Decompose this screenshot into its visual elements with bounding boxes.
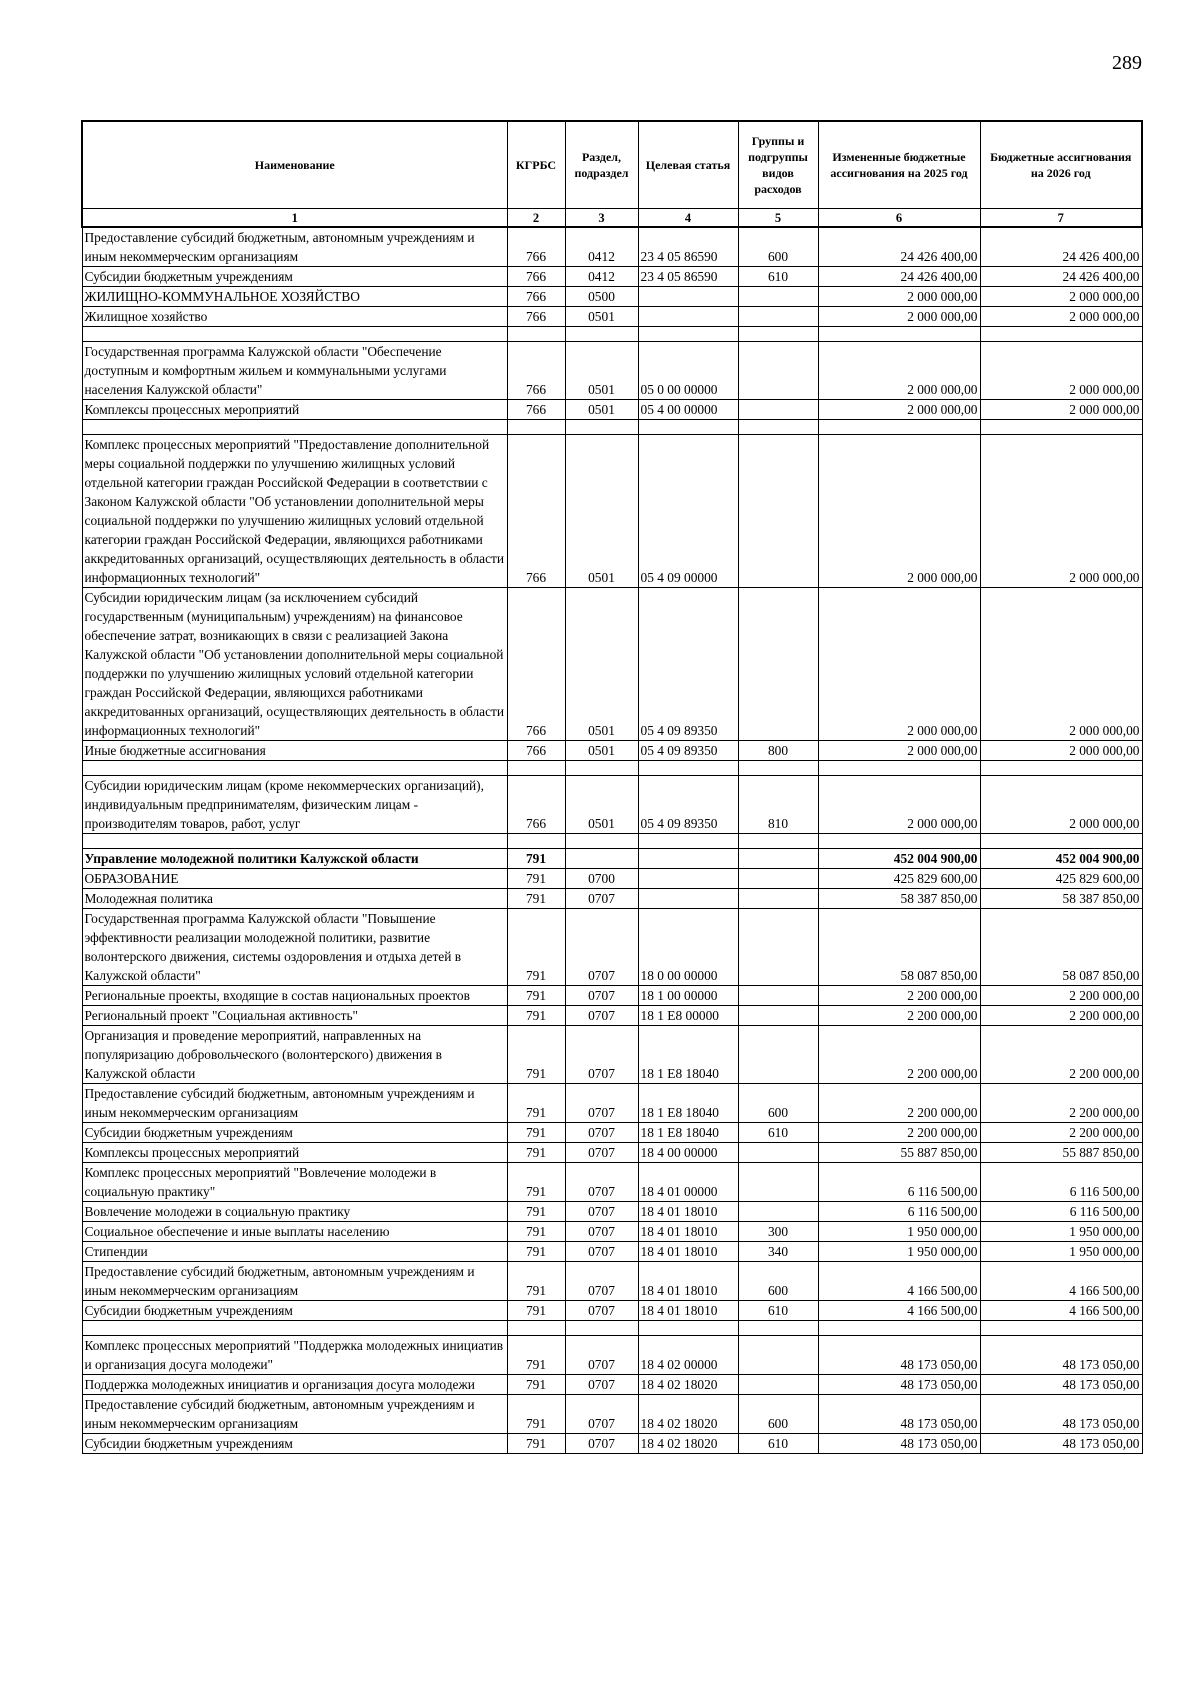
row-name: Комплекс процессных мероприятий "Предоставление дополнительной меры социальной поддержки по улучшению жилищных условий отдельной категории граждан Российской Федерации в соответствии с Законом Калужской области "Об установлении дополнительной меры социальной поддержки по улучшению жилищных условий отдельной категории граждан Российской Федерации, являющихся работниками аккредитованных организаций, осуществляющих деятельность в области информационных технологий" bbox=[82, 435, 507, 588]
table-row bbox=[82, 1026, 1142, 1084]
row-amount-2025: 2 000 000,00 bbox=[818, 776, 980, 834]
table-row bbox=[82, 1262, 1142, 1301]
row-target-article: 05 0 00 00000 bbox=[638, 342, 738, 400]
spacer-cell bbox=[738, 1321, 818, 1336]
row-amount-2025: 1 950 000,00 bbox=[818, 1222, 980, 1242]
table-row bbox=[82, 400, 1142, 420]
spacer-row bbox=[82, 1321, 1142, 1336]
spacer-cell bbox=[818, 420, 980, 435]
row-amount-2026: 1 950 000,00 bbox=[980, 1222, 1142, 1242]
row-target-article: 18 0 00 00000 bbox=[638, 909, 738, 986]
row-kgrbs: 791 bbox=[507, 869, 565, 889]
row-target-article: 18 4 02 18020 bbox=[638, 1434, 738, 1454]
row-target-article: 05 4 00 00000 bbox=[638, 400, 738, 420]
row-target-article: 18 4 01 00000 bbox=[638, 1163, 738, 1202]
spacer-cell bbox=[507, 834, 565, 849]
row-target-article bbox=[638, 287, 738, 307]
spacer-row bbox=[82, 761, 1142, 776]
row-kgrbs: 791 bbox=[507, 1143, 565, 1163]
row-expense-group bbox=[738, 1336, 818, 1375]
spacer-cell bbox=[565, 761, 638, 776]
spacer-cell bbox=[818, 1321, 980, 1336]
row-kgrbs: 766 bbox=[507, 227, 565, 267]
row-target-article: 18 4 01 18010 bbox=[638, 1262, 738, 1301]
row-expense-group bbox=[738, 1143, 818, 1163]
row-amount-2026: 2 200 000,00 bbox=[980, 1006, 1142, 1026]
spacer-cell bbox=[565, 834, 638, 849]
row-expense-group bbox=[738, 287, 818, 307]
row-expense-group: 610 bbox=[738, 1434, 818, 1454]
row-kgrbs: 791 bbox=[507, 1026, 565, 1084]
row-name: Социальное обеспечение и иные выплаты населению bbox=[82, 1222, 507, 1242]
row-amount-2025: 58 387 850,00 bbox=[818, 889, 980, 909]
table-row bbox=[82, 287, 1142, 307]
row-kgrbs: 766 bbox=[507, 400, 565, 420]
row-expense-group bbox=[738, 1006, 818, 1026]
row-expense-group: 300 bbox=[738, 1222, 818, 1242]
row-section bbox=[565, 849, 638, 869]
table-row bbox=[82, 1375, 1142, 1395]
spacer-cell bbox=[738, 420, 818, 435]
row-expense-group bbox=[738, 435, 818, 588]
row-target-article: 18 4 02 18020 bbox=[638, 1375, 738, 1395]
row-amount-2025: 2 000 000,00 bbox=[818, 287, 980, 307]
row-expense-group bbox=[738, 1026, 818, 1084]
row-section: 0412 bbox=[565, 227, 638, 267]
spacer-cell bbox=[565, 420, 638, 435]
row-target-article bbox=[638, 869, 738, 889]
header-group: Группы и подгруппы видов расходов bbox=[738, 121, 818, 209]
spacer-cell bbox=[638, 761, 738, 776]
row-name: Субсидии юридическим лицам (за исключением субсидий государственным (муниципальным) учреждениям) на финансовое обеспечение затрат, возникающих в связи с реализацией Закона Калужской области "Об установлении дополнительной меры социальной поддержки по улучшению жилищных условий отдельной категории граждан Российской Федерации, являющихся работниками аккредитованных организаций, осуществляющих деятельность в области информационных технологий" bbox=[82, 588, 507, 741]
row-target-article bbox=[638, 849, 738, 869]
row-name: Государственная программа Калужской области "Обеспечение доступным и комфортным жильем и коммунальными услугами населения Калужской области" bbox=[82, 342, 507, 400]
row-amount-2026: 2 200 000,00 bbox=[980, 1123, 1142, 1143]
row-amount-2026: 2 000 000,00 bbox=[980, 400, 1142, 420]
row-amount-2025: 6 116 500,00 bbox=[818, 1163, 980, 1202]
row-expense-group bbox=[738, 588, 818, 741]
table-row bbox=[82, 1242, 1142, 1262]
row-name: Субсидии бюджетным учреждениям bbox=[82, 1123, 507, 1143]
row-amount-2026: 425 829 600,00 bbox=[980, 869, 1142, 889]
row-section: 0707 bbox=[565, 1163, 638, 1202]
row-expense-group: 610 bbox=[738, 1301, 818, 1321]
header-row bbox=[82, 121, 1142, 209]
row-kgrbs: 791 bbox=[507, 1336, 565, 1375]
row-name: Комплекс процессных мероприятий "Поддержка молодежных инициатив и организация досуга молодежи" bbox=[82, 1336, 507, 1375]
spacer-cell bbox=[565, 1321, 638, 1336]
row-kgrbs: 791 bbox=[507, 889, 565, 909]
header-target: Целевая статья bbox=[638, 121, 738, 209]
row-target-article: 23 4 05 86590 bbox=[638, 267, 738, 287]
row-amount-2025: 2 000 000,00 bbox=[818, 741, 980, 761]
spacer-cell bbox=[980, 327, 1142, 342]
row-section: 0707 bbox=[565, 889, 638, 909]
row-expense-group bbox=[738, 1202, 818, 1222]
row-kgrbs: 791 bbox=[507, 1262, 565, 1301]
row-name: Управление молодежной политики Калужской области bbox=[82, 849, 507, 869]
row-section: 0707 bbox=[565, 986, 638, 1006]
row-name: Региональный проект "Социальная активность" bbox=[82, 1006, 507, 1026]
row-name: Региональные проекты, входящие в состав национальных проектов bbox=[82, 986, 507, 1006]
row-name: Жилищное хозяйство bbox=[82, 307, 507, 327]
row-kgrbs: 791 bbox=[507, 1301, 565, 1321]
row-section: 0707 bbox=[565, 1434, 638, 1454]
row-target-article: 18 4 02 00000 bbox=[638, 1336, 738, 1375]
row-amount-2026: 452 004 900,00 bbox=[980, 849, 1142, 869]
row-expense-group bbox=[738, 400, 818, 420]
table-row bbox=[82, 889, 1142, 909]
row-amount-2025: 48 173 050,00 bbox=[818, 1375, 980, 1395]
row-amount-2026: 2 000 000,00 bbox=[980, 741, 1142, 761]
row-target-article: 18 4 01 18010 bbox=[638, 1222, 738, 1242]
row-section: 0501 bbox=[565, 435, 638, 588]
row-name: Субсидии юридическим лицам (кроме некоммерческих организаций), индивидуальным предпринимателям, физическим лицам - производителям товаров, работ, услуг bbox=[82, 776, 507, 834]
row-section: 0501 bbox=[565, 307, 638, 327]
column-number: 4 bbox=[638, 209, 738, 228]
row-section: 0707 bbox=[565, 1143, 638, 1163]
table-row bbox=[82, 849, 1142, 869]
row-expense-group: 600 bbox=[738, 1262, 818, 1301]
spacer-cell bbox=[818, 761, 980, 776]
row-amount-2026: 48 173 050,00 bbox=[980, 1375, 1142, 1395]
row-kgrbs: 791 bbox=[507, 1202, 565, 1222]
row-expense-group bbox=[738, 307, 818, 327]
table-row bbox=[82, 1123, 1142, 1143]
row-amount-2025: 1 950 000,00 bbox=[818, 1242, 980, 1262]
row-target-article: 05 4 09 89350 bbox=[638, 776, 738, 834]
spacer-row bbox=[82, 834, 1142, 849]
spacer-cell bbox=[980, 420, 1142, 435]
row-expense-group: 340 bbox=[738, 1242, 818, 1262]
row-target-article: 05 4 09 89350 bbox=[638, 741, 738, 761]
row-expense-group bbox=[738, 869, 818, 889]
spacer-cell bbox=[507, 327, 565, 342]
table-row bbox=[82, 588, 1142, 741]
row-kgrbs: 791 bbox=[507, 1242, 565, 1262]
row-amount-2025: 4 166 500,00 bbox=[818, 1301, 980, 1321]
row-target-article: 18 1 00 00000 bbox=[638, 986, 738, 1006]
row-section: 0501 bbox=[565, 741, 638, 761]
spacer-row bbox=[82, 327, 1142, 342]
header-section: Раздел, подраздел bbox=[565, 121, 638, 209]
row-amount-2026: 2 200 000,00 bbox=[980, 1084, 1142, 1123]
column-number: 5 bbox=[738, 209, 818, 228]
header-2025: Измененные бюджетные ассигнования на 2025 год bbox=[818, 121, 980, 209]
row-amount-2026: 58 387 850,00 bbox=[980, 889, 1142, 909]
row-kgrbs: 791 bbox=[507, 986, 565, 1006]
row-amount-2025: 2 000 000,00 bbox=[818, 307, 980, 327]
table-row bbox=[82, 986, 1142, 1006]
row-amount-2025: 6 116 500,00 bbox=[818, 1202, 980, 1222]
row-target-article: 18 4 01 18010 bbox=[638, 1301, 738, 1321]
row-target-article: 18 1 E8 18040 bbox=[638, 1026, 738, 1084]
row-amount-2026: 4 166 500,00 bbox=[980, 1301, 1142, 1321]
row-expense-group: 810 bbox=[738, 776, 818, 834]
row-kgrbs: 791 bbox=[507, 1222, 565, 1242]
row-amount-2025: 2 200 000,00 bbox=[818, 1084, 980, 1123]
table-row bbox=[82, 1143, 1142, 1163]
row-target-article: 18 1 E8 18040 bbox=[638, 1084, 738, 1123]
row-amount-2025: 2 200 000,00 bbox=[818, 1123, 980, 1143]
row-kgrbs: 766 bbox=[507, 435, 565, 588]
row-target-article: 23 4 05 86590 bbox=[638, 227, 738, 267]
row-section: 0707 bbox=[565, 1301, 638, 1321]
row-section: 0707 bbox=[565, 1222, 638, 1242]
row-amount-2026: 2 000 000,00 bbox=[980, 307, 1142, 327]
row-section: 0501 bbox=[565, 588, 638, 741]
table-row bbox=[82, 307, 1142, 327]
spacer-cell bbox=[507, 1321, 565, 1336]
table-row bbox=[82, 1395, 1142, 1434]
row-section: 0700 bbox=[565, 869, 638, 889]
row-target-article: 18 4 01 18010 bbox=[638, 1242, 738, 1262]
row-kgrbs: 791 bbox=[507, 1006, 565, 1026]
row-name: Иные бюджетные ассигнования bbox=[82, 741, 507, 761]
row-expense-group: 800 bbox=[738, 741, 818, 761]
row-kgrbs: 766 bbox=[507, 588, 565, 741]
column-number: 6 bbox=[818, 209, 980, 228]
table-row bbox=[82, 342, 1142, 400]
row-section: 0707 bbox=[565, 1006, 638, 1026]
row-name: Субсидии бюджетным учреждениям bbox=[82, 1434, 507, 1454]
row-amount-2025: 452 004 900,00 bbox=[818, 849, 980, 869]
spacer-cell bbox=[82, 834, 507, 849]
row-name: Субсидии бюджетным учреждениям bbox=[82, 1301, 507, 1321]
spacer-cell bbox=[638, 420, 738, 435]
spacer-cell bbox=[82, 1321, 507, 1336]
row-name: ЖИЛИЩНО-КОММУНАЛЬНОЕ ХОЗЯЙСТВО bbox=[82, 287, 507, 307]
row-name: Поддержка молодежных инициатив и организация досуга молодежи bbox=[82, 1375, 507, 1395]
row-kgrbs: 791 bbox=[507, 1395, 565, 1434]
row-kgrbs: 766 bbox=[507, 287, 565, 307]
spacer-cell bbox=[980, 1321, 1142, 1336]
row-amount-2025: 48 173 050,00 bbox=[818, 1434, 980, 1454]
spacer-cell bbox=[82, 327, 507, 342]
table-row bbox=[82, 1084, 1142, 1123]
row-section: 0707 bbox=[565, 1375, 638, 1395]
row-kgrbs: 791 bbox=[507, 1434, 565, 1454]
spacer-cell bbox=[818, 834, 980, 849]
row-amount-2026: 48 173 050,00 bbox=[980, 1395, 1142, 1434]
row-name: Комплексы процессных мероприятий bbox=[82, 1143, 507, 1163]
table-row bbox=[82, 1301, 1142, 1321]
row-amount-2026: 2 000 000,00 bbox=[980, 435, 1142, 588]
row-kgrbs: 766 bbox=[507, 741, 565, 761]
spacer-cell bbox=[638, 834, 738, 849]
row-kgrbs: 791 bbox=[507, 909, 565, 986]
row-amount-2025: 48 173 050,00 bbox=[818, 1336, 980, 1375]
row-expense-group bbox=[738, 1163, 818, 1202]
header-name: Наименование bbox=[82, 121, 507, 209]
row-section: 0707 bbox=[565, 909, 638, 986]
row-amount-2025: 58 087 850,00 bbox=[818, 909, 980, 986]
row-expense-group bbox=[738, 849, 818, 869]
row-target-article bbox=[638, 307, 738, 327]
table-row bbox=[82, 741, 1142, 761]
row-amount-2025: 2 200 000,00 bbox=[818, 986, 980, 1006]
spacer-cell bbox=[507, 761, 565, 776]
row-amount-2026: 55 887 850,00 bbox=[980, 1143, 1142, 1163]
spacer-cell bbox=[82, 761, 507, 776]
row-target-article: 18 1 E8 00000 bbox=[638, 1006, 738, 1026]
row-amount-2025: 2 000 000,00 bbox=[818, 588, 980, 741]
spacer-cell bbox=[82, 420, 507, 435]
row-amount-2025: 2 200 000,00 bbox=[818, 1026, 980, 1084]
table-row bbox=[82, 435, 1142, 588]
row-section: 0500 bbox=[565, 287, 638, 307]
row-section: 0412 bbox=[565, 267, 638, 287]
row-section: 0707 bbox=[565, 1262, 638, 1301]
row-name: Стипендии bbox=[82, 1242, 507, 1262]
spacer-cell bbox=[980, 834, 1142, 849]
row-expense-group bbox=[738, 342, 818, 400]
row-name: Комплекс процессных мероприятий "Вовлечение молодежи в социальную практику" bbox=[82, 1163, 507, 1202]
row-amount-2026: 6 116 500,00 bbox=[980, 1202, 1142, 1222]
row-amount-2026: 48 173 050,00 bbox=[980, 1336, 1142, 1375]
row-section: 0707 bbox=[565, 1026, 638, 1084]
row-name: Предоставление субсидий бюджетным, автономным учреждениям и иным некоммерческим организациям bbox=[82, 1262, 507, 1301]
header-2026: Бюджетные ассигнования на 2026 год bbox=[980, 121, 1142, 209]
row-amount-2025: 24 426 400,00 bbox=[818, 227, 980, 267]
table-row bbox=[82, 267, 1142, 287]
column-number: 1 bbox=[82, 209, 507, 228]
row-name: Вовлечение молодежи в социальную практику bbox=[82, 1202, 507, 1222]
row-target-article bbox=[638, 889, 738, 909]
row-amount-2025: 2 000 000,00 bbox=[818, 400, 980, 420]
row-amount-2026: 4 166 500,00 bbox=[980, 1262, 1142, 1301]
header-kgrbs: КГРБС bbox=[507, 121, 565, 209]
row-amount-2026: 48 173 050,00 bbox=[980, 1434, 1142, 1454]
spacer-row bbox=[82, 420, 1142, 435]
row-name: Предоставление субсидий бюджетным, автономным учреждениям и иным некоммерческим организациям bbox=[82, 1084, 507, 1123]
row-kgrbs: 766 bbox=[507, 342, 565, 400]
row-amount-2025: 48 173 050,00 bbox=[818, 1395, 980, 1434]
row-kgrbs: 791 bbox=[507, 849, 565, 869]
row-amount-2025: 2 000 000,00 bbox=[818, 342, 980, 400]
row-section: 0707 bbox=[565, 1336, 638, 1375]
row-amount-2026: 2 200 000,00 bbox=[980, 986, 1142, 1006]
row-expense-group bbox=[738, 889, 818, 909]
row-expense-group bbox=[738, 909, 818, 986]
row-expense-group bbox=[738, 986, 818, 1006]
row-target-article: 18 4 00 00000 bbox=[638, 1143, 738, 1163]
row-amount-2026: 2 000 000,00 bbox=[980, 588, 1142, 741]
row-expense-group: 600 bbox=[738, 1395, 818, 1434]
row-kgrbs: 766 bbox=[507, 267, 565, 287]
row-name: Субсидии бюджетным учреждениям bbox=[82, 267, 507, 287]
row-kgrbs: 791 bbox=[507, 1375, 565, 1395]
spacer-cell bbox=[638, 1321, 738, 1336]
spacer-cell bbox=[638, 327, 738, 342]
row-expense-group: 600 bbox=[738, 1084, 818, 1123]
row-expense-group: 610 bbox=[738, 1123, 818, 1143]
row-expense-group: 600 bbox=[738, 227, 818, 267]
table-body bbox=[82, 227, 1142, 1454]
spacer-cell bbox=[980, 761, 1142, 776]
spacer-cell bbox=[565, 327, 638, 342]
row-name: Государственная программа Калужской области "Повышение эффективности реализации молодежной политики, развитие волонтерского движения, системы оздоровления и отдыха детей в Калужской области" bbox=[82, 909, 507, 986]
column-number-row bbox=[82, 209, 1142, 228]
row-amount-2026: 1 950 000,00 bbox=[980, 1242, 1142, 1262]
row-name: Организация и проведение мероприятий, направленных на популяризацию добровольческого (волонтерского) движения в Калужской области bbox=[82, 1026, 507, 1084]
row-kgrbs: 766 bbox=[507, 776, 565, 834]
row-kgrbs: 791 bbox=[507, 1163, 565, 1202]
row-amount-2026: 24 426 400,00 bbox=[980, 267, 1142, 287]
table-row bbox=[82, 227, 1142, 267]
column-number: 7 bbox=[980, 209, 1142, 228]
row-section: 0707 bbox=[565, 1242, 638, 1262]
row-amount-2025: 2 000 000,00 bbox=[818, 435, 980, 588]
spacer-cell bbox=[507, 420, 565, 435]
row-expense-group: 610 bbox=[738, 267, 818, 287]
table-row bbox=[82, 1434, 1142, 1454]
spacer-cell bbox=[818, 327, 980, 342]
row-name: ОБРАЗОВАНИЕ bbox=[82, 869, 507, 889]
table-row bbox=[82, 1222, 1142, 1242]
spacer-cell bbox=[738, 761, 818, 776]
row-amount-2026: 2 000 000,00 bbox=[980, 776, 1142, 834]
row-amount-2026: 2 000 000,00 bbox=[980, 342, 1142, 400]
row-section: 0501 bbox=[565, 342, 638, 400]
row-section: 0501 bbox=[565, 400, 638, 420]
row-target-article: 18 1 E8 18040 bbox=[638, 1123, 738, 1143]
row-amount-2026: 2 000 000,00 bbox=[980, 287, 1142, 307]
row-target-article: 18 4 01 18010 bbox=[638, 1202, 738, 1222]
row-kgrbs: 791 bbox=[507, 1123, 565, 1143]
row-section: 0707 bbox=[565, 1395, 638, 1434]
row-amount-2025: 2 200 000,00 bbox=[818, 1006, 980, 1026]
column-number: 2 bbox=[507, 209, 565, 228]
row-amount-2025: 4 166 500,00 bbox=[818, 1262, 980, 1301]
table-row bbox=[82, 1006, 1142, 1026]
budget-table bbox=[81, 120, 1143, 1454]
row-amount-2026: 24 426 400,00 bbox=[980, 227, 1142, 267]
row-target-article: 18 4 02 18020 bbox=[638, 1395, 738, 1434]
table-row bbox=[82, 909, 1142, 986]
page-number: 289 bbox=[1112, 52, 1142, 74]
row-section: 0707 bbox=[565, 1084, 638, 1123]
row-name: Предоставление субсидий бюджетным, автономным учреждениям и иным некоммерческим организациям bbox=[82, 1395, 507, 1434]
row-section: 0707 bbox=[565, 1123, 638, 1143]
row-name: Молодежная политика bbox=[82, 889, 507, 909]
row-name: Комплексы процессных мероприятий bbox=[82, 400, 507, 420]
spacer-cell bbox=[738, 327, 818, 342]
row-amount-2026: 6 116 500,00 bbox=[980, 1163, 1142, 1202]
row-amount-2025: 24 426 400,00 bbox=[818, 267, 980, 287]
table-row bbox=[82, 1336, 1142, 1375]
row-section: 0707 bbox=[565, 1202, 638, 1222]
row-expense-group bbox=[738, 1375, 818, 1395]
row-kgrbs: 766 bbox=[507, 307, 565, 327]
row-amount-2025: 425 829 600,00 bbox=[818, 869, 980, 889]
row-target-article: 05 4 09 89350 bbox=[638, 588, 738, 741]
table-row bbox=[82, 1163, 1142, 1202]
row-target-article: 05 4 09 00000 bbox=[638, 435, 738, 588]
spacer-cell bbox=[738, 834, 818, 849]
row-name: Предоставление субсидий бюджетным, автономным учреждениям и иным некоммерческим организациям bbox=[82, 227, 507, 267]
table-row bbox=[82, 776, 1142, 834]
column-number: 3 bbox=[565, 209, 638, 228]
row-amount-2026: 58 087 850,00 bbox=[980, 909, 1142, 986]
table-row bbox=[82, 869, 1142, 889]
row-amount-2026: 2 200 000,00 bbox=[980, 1026, 1142, 1084]
row-section: 0501 bbox=[565, 776, 638, 834]
row-kgrbs: 791 bbox=[507, 1084, 565, 1123]
table-row bbox=[82, 1202, 1142, 1222]
row-amount-2025: 55 887 850,00 bbox=[818, 1143, 980, 1163]
